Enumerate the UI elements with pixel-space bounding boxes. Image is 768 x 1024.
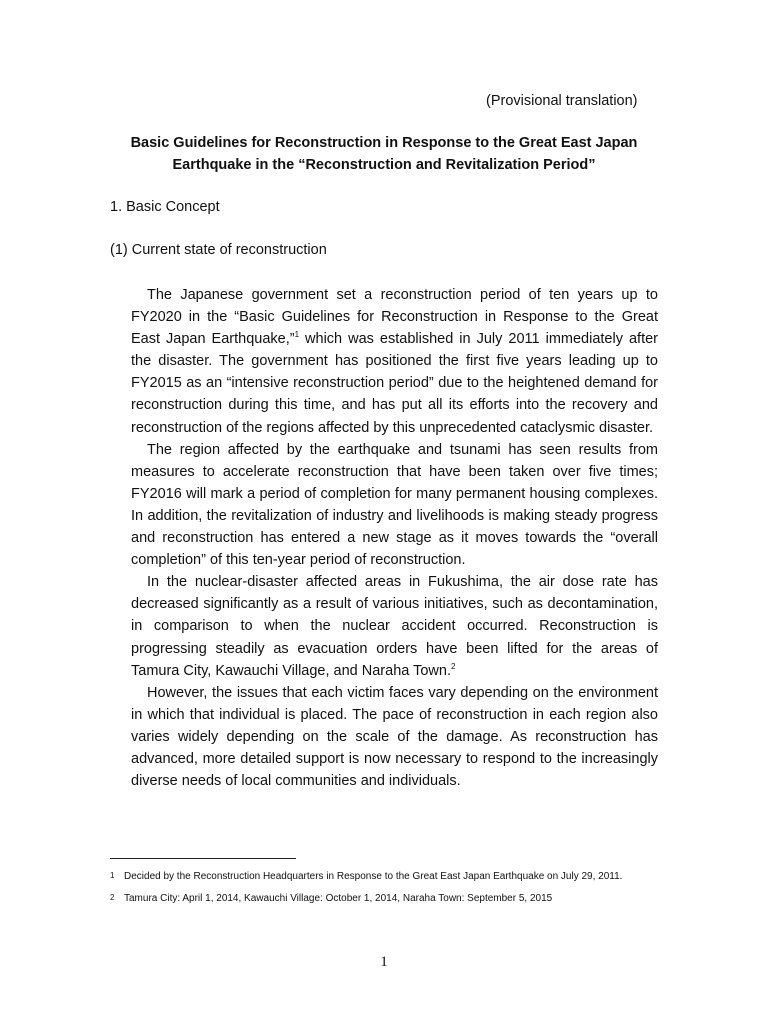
footnote-divider [110,858,296,859]
footnote-ref-2: 2 [450,661,456,671]
subsection-heading-current-state: (1) Current state of reconstruction [110,242,327,258]
title-line-1: Basic Guidelines for Reconstruction in Response to the Great East Japan [130,135,638,151]
paragraph-1-part-b: which was established in July 2011 immediately after the disaster. The government has positioned the first five years leading up to FY2015 as an “intensive reconstruction period” due to the heightened demand for reconstruction during this time, and has put all its efforts into the recovery and reconstruction of the regions affected by this unprecedented cataclysmic disaster. [131,331,658,436]
footnote-2-text: Tamura City: April 1, 2014, Kawauchi Village: October 1, 2014, Naraha Town: September 5, 2015 [124,893,553,904]
footnote-1-text: Decided by the Reconstruction Headquarters in Response to the Great East Japan Earthquake on July 29, 2011. [124,871,623,882]
paragraph-4: However, the issues that each victim faces vary depending on the environment in which that individual is placed. The pace of reconstruction in each region also varies widely depending on the scale of the damage. As reconstruction has advanced, more detailed support is now necessary to respond to the increasingly diverse needs of local communities and individuals. [131,684,658,790]
footnote-1-number: 1 [110,871,115,880]
document-title [96,132,672,176]
footnote-ref-1: 1 [294,330,300,340]
provisional-translation-label: (Provisional translation) [486,93,638,109]
paragraph-3-part-a: In the nuclear-disaster affected areas in Fukushima, the air dose rate has decreased significantly as a result of various initiatives, such as decontamination, in comparison to when the nuclear accident occurred. Reconstruction is progressing steadily as evacuation orders have been lifted for the areas of Tamura City, Kawauchi Village, and Naraha Town. [131,574,658,679]
footnote-2-number: 2 [110,893,115,902]
footnote-1 [110,866,660,888]
footnote-2 [110,888,660,910]
page-number: 1 [380,954,388,970]
paragraph-3 [131,571,658,681]
paragraph-2: The region affected by the earthquake and tsunami has seen results from measures to accelerate reconstruction that have been taken over five times; FY2016 will mark a period of completion for many permanent housing complexes. In addition, the revitalization of industry and livelihoods is making steady progress and reconstruction has entered a new stage as it moves towards the “overall completion” of this ten-year period of reconstruction. [131,441,658,569]
title-line-2: Earthquake in the “Reconstruction and Revitalization Period” [172,157,596,173]
body-text [131,284,658,792]
paragraph-1-part-a: The Japanese government set a reconstruction period of ten years up to FY2020 in the “Basic Guidelines for Reconstruction in Response to the Great East Japan Earthquake,” [131,287,658,348]
footnotes [110,866,660,910]
section-heading-basic-concept: 1. Basic Concept [110,199,220,215]
paragraph-1 [131,284,658,439]
